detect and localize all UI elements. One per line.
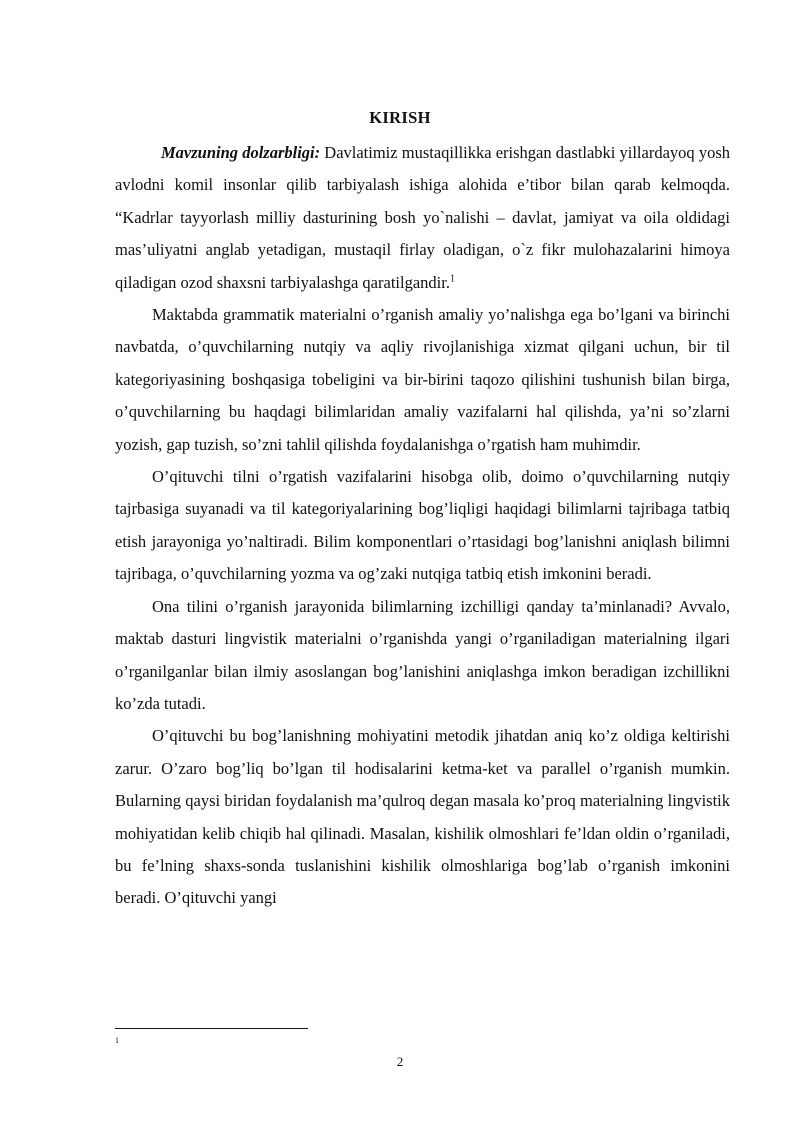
paragraph-4: Ona tilini o’rganish jarayonida bilimlarning izchilligi qanday ta’minlanadi? Avvalo, maktab dasturi lingvistik materialni o’rganishda yangi o’rganiladigan materialning ilgari o’rganilganlar bilan ilmiy asoslangan bog’lanishini aniqlashga imkon beradigan izchillikni ko’zda tutadi. xyxy=(115,596,730,713)
paragraph-5: O’qituvchi bu bog’lanishning mohiyatini metodik jihatdan aniq ko’z oldiga keltirishi zarur. O’zaro bog’liq bo’lgan til hodisalarini ketma-ket va parallel o’rganish mumkin. Bularning qaysi biridan foydalanish ma’qulroq degan masala ko’proq materialning lingvistik mohiyatidan kelib chiqib hal qilinadi. Masalan, kishilik olmoshlari fe’ldan oldin o’rganiladi, bu fe’lning shaxs-sonda tuslanishini kishilik olmoshlariga bog’lab o’rganish imkonini beradi. O’qituvchi yangi xyxy=(115,726,730,908)
body-text xyxy=(115,137,730,915)
footnote-mark: 1 xyxy=(115,1036,119,1045)
footnote-divider xyxy=(115,1028,308,1029)
footnote-reference[interactable]: 1 xyxy=(449,273,455,285)
page-title: KIRISH xyxy=(369,108,431,127)
paragraph-3: O’qituvchi tilni o’rgatish vazifalarini hisobga olib, doimo o’quvchilarning nutqiy tajrbasiga suyanadi va til kategoriyalarining bog’liqligi haqidagi bilimlarni tajribaga tatbiq etish jarayoniga yo’naltiradi. Bilim komponentlari o’rtasidagi bog’lanishni aniqlash bilimni tajribaga, o’quvchilarning yozma va og’zaki nutqiga tatbiq etish imkonini beradi. xyxy=(115,467,730,584)
paragraph-1 xyxy=(115,137,730,299)
paragraph-2: Maktabda grammatik materialni o’rganish amaliy yo’nalishga ega bo’lgani va birinchi navbatda, o’quvchilarning nutqiy va aqliy rivojlanishiga xizmat qilgani uchun, bir til kategoriyasining boshqasiga tobeligini va bir-birini taqozo qilishini tushunish bilan birga, o’quvchilarning bu haqdagi bilimlaridan amaliy vazifalarni hal qilishda, ya’ni so’zlarni yozish, gap tuzish, so’zni tahlil qilishda foydalanishga o’rgatish ham muhimdir. xyxy=(115,305,730,454)
page-number: 2 xyxy=(396,1054,404,1069)
paragraph-text: Davlatimiz mustaqillikka erishgan dastlabki yillardayoq yosh avlodni komil insonlar qilib tarbiyalash ishiga alohida e’tibor bilan qarab kelmoqda. “Kadrlar tayyorlash milliy dasturining bosh yo`nalishi – davlat, jamiyat va oila oldidagi mas’uliyatni anglab yetadigan, mustaqil firlay oladigan, o`z fikr mulohazalarini himoya qiladigan ozod shaxsni tarbiyalashga qaratilgandir. xyxy=(115,143,730,292)
paragraph-lead: Mavzuning dolzarbligi: xyxy=(161,143,321,162)
